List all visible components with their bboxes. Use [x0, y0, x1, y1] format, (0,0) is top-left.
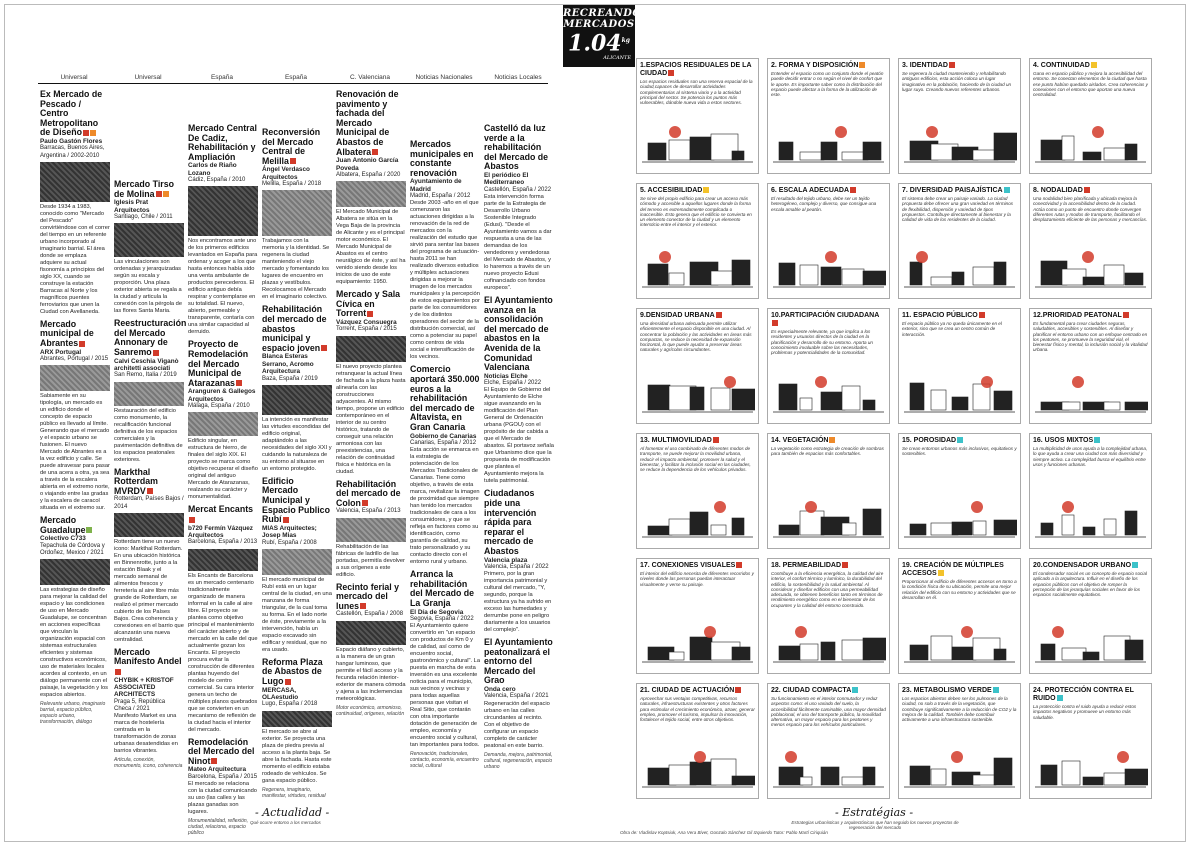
strategy-desc: Se crean entornos urbanos más inclusivos, equitativos y sostenibles.: [902, 446, 1017, 457]
strategy-title: 24. PROTECCIÓN CONTRA EL RUIDO: [1033, 687, 1134, 702]
article-title: El Ayuntamiento avanza en la consolidación del mercado de abastos en la Avenida de la Comunidad Valenciana: [484, 294, 553, 373]
strategy-card: [636, 58, 759, 174]
article-title: Edificio Mercado Municipal y Espacio Publico Rubí: [262, 475, 330, 525]
strategy-diagram: [640, 235, 755, 295]
article-author: Onda cero: [484, 686, 516, 694]
article-author: MERCASA, OLAestudio: [262, 686, 299, 701]
strategy-card: [1029, 558, 1152, 674]
article-photo: [262, 549, 332, 575]
article-author: Paulo Gastón Flores: [40, 137, 103, 145]
strategy-color-tag: [938, 570, 944, 576]
article-desc: El nuevo proyecto plantea retranquear la actual línea de fachada a la plaza hasta alinearla con las construcciones adyacentes. Al mismo tiempo, propone un edificio contemporáneo en el interior de su centro histórico, tratando de conseguir una relación armoniosa con las preexistencias, una relación de continuidad física e histórica en la ciudad.: [336, 363, 406, 475]
article-desc: El mercado se relaciona con la ciudad comunicando su uso (las calles y las plazas ganadas son lugares.: [188, 780, 257, 815]
logo-line2: MERCADOS: [563, 19, 635, 30]
strategy-desc: Al fomentar el uso combinado de diferentes modos de transporte, se puede mejorar la movilidad urbana, reducir el impacto ambiental, promover la salud y el bienestar, y facilitar la inclusión social en las ciudades, se reduce la dependencia de los vehículos privados.: [640, 446, 751, 473]
strategy-title: 21. CIUDAD DE ACTUACIÓN: [640, 687, 755, 695]
column-universal-2: [114, 179, 187, 770]
strategy-color-tag: [957, 437, 963, 443]
strategy-diagram: [902, 110, 1017, 170]
article-title: Mercat Encants: [188, 505, 258, 524]
article-place: Baza, España / 2019: [262, 375, 318, 382]
strategy-title: 1.ESPACIOS RESIDUALES DE LA CIUDAD: [640, 62, 752, 77]
article-place: Madrid, España / 2012: [410, 193, 471, 200]
strategy-title: 12.PRIORIDAD PEATONAL: [1033, 312, 1148, 320]
strategy-card: [898, 183, 1021, 299]
strategy-color-tag: [1091, 62, 1097, 68]
article-title: Mercado Guadalupe: [40, 516, 110, 535]
strategy-desc: Proporcionar al edificio de diferentes accesos en torno a la condición física de su ubicación, permite una mejor relación del edificio con su entorno y actividades que se desarrollan en él.: [902, 579, 1017, 600]
article-author: b720 Fermín Vázquez Arquitectos: [188, 524, 253, 539]
article-photo: [114, 223, 184, 257]
article-author: Juan Antonio García Poveda: [336, 157, 399, 172]
article-author: El Día de Segovia: [410, 608, 464, 616]
strategy-card: [767, 308, 890, 424]
strategy-card: [636, 308, 759, 424]
article-author: Ángel Verdasco Arquitectos: [262, 166, 310, 181]
strategy-card: [1029, 308, 1152, 424]
article-title: Markthal Rotterdam MVRDV: [114, 466, 158, 496]
article-desc: Regeneración del espacio urbano en las calles circundantes al recinto. Con el objetivo de configurar un espacio completo de carácter peatonal en este barrio.: [484, 700, 550, 749]
article-photo: [188, 549, 258, 571]
article-desc: Manifesto Market es una marca de hostelería centrada en la transformación de zonas urbanas desatendidas en barrios vibrantes.: [114, 713, 178, 755]
article-photo: [336, 518, 406, 542]
strategy-diagram: [640, 735, 755, 795]
article-desc: Esta acción se enmarca en la estrategia de potenciación de los Mercados Tradicionales de Canarias. Tiene como objetivo, a través de esta marca, revitalizar la imagen de proximidad que siempre han tenido los mercados tradicionales de cara a los consumidores, y que se refleja en factores como su identificación, como garantía de calidad, su trato personalizado y su contacto directo con el entorno rural y urbano.: [410, 447, 480, 566]
article-photo: [262, 711, 332, 727]
strategy-diagram: [771, 360, 886, 420]
strategy-title: 7. DIVERSIDAD PAISAJÍSTICA: [902, 187, 1017, 195]
strategy-desc: Aprovechar sus ventajas competitivas, recursos naturales, infraestructuras existentes y otros factores para estimular el crecimiento económico, atraer, generar empleo, promover el turismo, impulsar la innovación, fortalecer el tejido social, entre otros objetivos.: [640, 696, 755, 723]
article-author: Mateo Arquitectura: [188, 766, 246, 774]
article-place: Torrent, España / 2015: [336, 326, 397, 333]
strategy-desc: Entender el espacio como un conjunto donde el peatón puede decidir entrar o no según el nivel de confort que le aporte. Es importante saber como la distribución del espacio puede afectar a la forma de la utilización de este.: [771, 71, 884, 98]
article-photo: [40, 365, 110, 391]
article-place: Valencia, España / 2022: [484, 563, 549, 570]
article-place: Valencia, España / 2013: [336, 508, 401, 515]
strategy-color-tag: [703, 187, 709, 193]
header-espana-2: España: [284, 74, 308, 81]
strategy-color-tag: [1057, 695, 1063, 701]
article-place: Barcelona, España / 2013: [188, 539, 258, 546]
article-author: El periódico El Mediterraneo: [484, 171, 529, 187]
article-desc: El mercado se abre al exterior. Se proyecta una plaza de piedra previa al acceso a la planta baja. Se abre la fachada. Hasta este momento el edificio estaba rodeado de vehículos. Se gana espacio público.: [262, 728, 332, 784]
strategy-color-tag: [1004, 187, 1010, 193]
column-cvalenciana: [336, 90, 406, 717]
estrategias-subtitle: Estrategias urbanísticas y arquitectónicas que han seguido los nuevos proyectos de regeneración del mercado: [791, 820, 959, 830]
article-desc: Rehabilitación de las fábricas de ladrillo de las portadas, permitía devolver a sus orígenes a este edificio.: [336, 543, 405, 578]
article-title: Mercado Manifesto Andel: [114, 648, 184, 677]
strategy-diagram: [1033, 735, 1148, 795]
strategy-color-tag: [993, 687, 999, 693]
article-place: Castellón, España / 2008: [336, 611, 404, 618]
article-desc: Sabiamente en su tipología, un mercado es un edificio donde el concepto de espacio público es llevado al límite. Generando que el mercado y el espacio urbano se fusionen. El nuevo Mercado de Abrantes es a la vez edificio y calle. Se puede atravesar para pasar de una acera a otra, ya sea a través de la escalera abierta en el extremo norte, o viajando entre las gradas y la escalera de caracol situada en el extremo sur.: [40, 393, 110, 512]
strategy-title: 4. CONTINUIDAD: [1033, 62, 1148, 70]
strategy-desc: Es fundamental para crear ciudades seguras, saludables, accesibles y sostenibles. Al diseñar y planificar el entorno urbano con un enfoque centrado en los peatones, se promueve la seguridad vial, el bienestar físico y mental, la inclusión social y la vitalidad urbana.: [1033, 321, 1148, 353]
article-desc: Rotterdam tiene un nuevo icono: Markthal Rotterdam. En una ubicación histórica en Binnenrotte, junto a la estación Blaak y el mercado semanal de alimentos frescos y ferretería al aire libre más grande de Rotterdam, se realizó el primer mercado cubierto de los Países Bajos. Crea coherencia y conexiones en el barrio que alcanzarán una nueva centralidad.: [114, 538, 184, 643]
strategy-title: 20.CONDENSADOR URBANO: [1033, 562, 1148, 570]
strategy-color-tag: [1084, 187, 1090, 193]
strategy-color-tag: [842, 562, 848, 568]
article-title: Proyecto de Remodelación del Mercado Municipal de Atarazanas: [188, 339, 249, 388]
strategy-diagram: [902, 235, 1017, 295]
strategy-diagram: [1033, 485, 1148, 545]
strategy-desc: La multiplicidad de usos ayuda a la complejidad urbana, lo que ayuda a crear una ciudad con más diversidad y siempre activa. La complejidad busca el equilibrio entre usos y funciones urbanas.: [1033, 446, 1148, 467]
strategy-card: [636, 433, 759, 549]
article-title: Reconversión del Mercado Central de Melilla: [262, 127, 321, 166]
strategy-card: [898, 558, 1021, 674]
article-place: Barracas, Buenos Aires, Argentina / 2002-2010: [40, 145, 105, 159]
article-photo: [188, 186, 258, 236]
strategy-diagram: [902, 735, 1017, 795]
header-cvalenciana: C. Valenciana: [350, 74, 390, 81]
article-place: Lugo, España / 2018: [262, 701, 318, 708]
header-rule: [38, 83, 548, 84]
strategy-title: 3. IDENTIDAD: [902, 62, 1017, 70]
strategy-title: 9.DENSIDAD URBANA: [640, 312, 755, 320]
article-author: Noticias Elche: [484, 372, 528, 380]
article-place: Segovia, España / 2022: [410, 615, 474, 622]
article-author: MIAS Arquitectes; Josep Mias: [262, 524, 317, 540]
article-place: Barcelona, España / 2015: [188, 773, 258, 780]
article-photo: [40, 162, 110, 202]
header-noticias-nacionales: Noticias Nacionales: [415, 74, 473, 81]
strategy-title: 22. CIUDAD COMPACTA: [771, 687, 886, 695]
strategy-desc: El espacio público ya no queda únicamente en el exterior, sino que se crea un centro común de interacción.: [902, 321, 1002, 337]
strategy-title: 16. USOS MIXTOS: [1033, 437, 1148, 445]
strategy-card: [1029, 433, 1152, 549]
strategy-desc: Se regenera la ciudad manteniendo y rehabilitando antiguos edificios, esta acción coloca un lugar imaginativo en la población, haciendo de la ciudad un lugar suyo. Creando nuevos referentes urbanos.: [902, 71, 1012, 92]
strategy-card: [898, 308, 1021, 424]
actualidad-subtitle: Qué ocurre entorno a los mercados: [250, 820, 321, 825]
strategy-card: [1029, 183, 1152, 299]
strategy-color-tag: [852, 687, 858, 693]
strategy-color-tag: [859, 62, 865, 68]
article-title: Ciudadanos pide una intervención rápida para reparar el mercado de Abastos: [484, 488, 537, 556]
article-keywords: Monumentalidad, reflexión, ciudad, relaciona, espacio público: [188, 817, 249, 836]
article-desc: Els Encants de Barcelona es un mercado centenario tradicionalmente organizado de manera informal en la calle al aire libre. El proyecto se plantea como objetivo principal el mantenimiento del carácter abierto y de mercado en la calle del que actualmente gozan los Encants. El proyecto procura evitar la construcción de diferentes plantas huyendo del modelo de centro comercial. Su cara interior genera un techo de múltiples planos quebrados que se convierten en un mecanismo de reflexión de la ciudad hacia el interior del mercado.: [188, 572, 258, 733]
article-desc: El Ayuntamiento quiere convertirlo en "un espacio con productos de Km 0 y de calidad, así como de encuentro social, gastronómico y cultural". La puesta en marcha de esta inversión es una excelente noticia para el municipio, sus vecinos y vecinas y para todas aquellas personas que visitan el Real Sitio, que contarán con otra importante dotación de generación de empleo, economía y encuentro social y cultural, tan importantes para todos.: [410, 623, 480, 749]
article-author: Gobierno de Canarias: [410, 432, 477, 440]
strategy-title: 6. ESCALA ADECUADA: [771, 187, 886, 195]
strategy-card: [767, 58, 890, 174]
article-photo: [188, 412, 258, 436]
column-espana-2: [262, 128, 332, 799]
strategy-desc: El sistema debe crear un paisaje variado. La ciudad propuesta debe ofrecer una gran variedad en términos de flexibilidad, dispersión y variedad de tipos propuestos. Contribuye directamente al bienestar y la calidad de vida de los residentes de la ciudad.: [902, 196, 1014, 223]
strategy-diagram: [771, 235, 886, 295]
strategy-card: [1029, 683, 1152, 799]
article-author: Vázquez Consuegra: [336, 318, 397, 326]
strategy-card: [636, 683, 759, 799]
strategy-desc: Los espacios abiertos deben ser los pulmones de la ciudad, no solo a través de la vegetación, que contribuye significativamente a la reducción de CO2 y la mejora de la calidad. También debe contribuir activamente a una infraestructura sostenible.: [902, 696, 1017, 723]
strategy-color-tag: [772, 320, 778, 326]
strategy-diagram: [902, 485, 1017, 545]
article-place: Tepachula de Córdova y Ordoñez, Mexico / 2021: [40, 542, 105, 556]
article-author: Blanca Esteras Serrano, Acromo Arquitectura: [262, 353, 314, 376]
article-desc: Las vinculaciones son ordenadas y jerarquizadas según su escala y proporción. Una plaza exterior abierta se regala a la ciudad y articula la conexión con la pérgola de las flores Santa Maria.: [114, 259, 182, 315]
strategy-desc: Es especialmente relevante, ya que implica a los residentes y usuarios directos de la ciudad en la planificación y desarrollo de su entorno. Aporta un conocimiento invaluable sobre las necesidades, problemas y potencialidades de la comunidad.: [771, 329, 873, 356]
article-author: Valencia plaza: [484, 556, 528, 564]
column-universal-1: [40, 90, 110, 725]
article-title: Castelló da luz verde a la rehabilitación del Mercado de Abastos: [484, 123, 549, 172]
strategy-color-tag: [735, 687, 741, 693]
strategy-desc: Una densidad urbana adecuada permite utilizar eficientemente el espacio disponible en una ciudad. Al concentrar la población y las actividades en áreas más compactas, se reduce la necesidad de expansión horizontal, lo que puede ayudar a preservar áreas naturales y agrícolas circundantes.: [640, 321, 752, 353]
article-desc: Espacio diáfano y cubierto, a la manera de un gran hangar luminoso, que permite el fácil acceso y la fecunda relación interior-exterior de manera cómoda y ajena a las inclemencias meteorológicas.: [336, 646, 406, 702]
strategy-diagram: [640, 610, 755, 670]
article-author: Aranguren & Gallegos Arquitectos: [188, 388, 256, 403]
article-author: Carlos de Riaño Lozano: [188, 162, 237, 177]
article-place: Castellón, España / 2022: [484, 186, 552, 193]
strategy-color-tag: [1132, 562, 1138, 568]
strategy-diagram: [902, 610, 1017, 670]
strategy-diagram: [1033, 360, 1148, 420]
article-desc: Edificio singular, en estructura de hierro, de finales del siglo XIX. El proyecto se marca como objetivo recuperar el diseño original del antiguo Mercado de Atarazanas, realzando su carácter y monumentalidad.: [188, 438, 258, 501]
article-photo: [336, 336, 406, 362]
article-place: Málaga, España / 2010: [188, 403, 250, 410]
strategy-card: [898, 58, 1021, 174]
article-place: Valencia, España / 2021: [484, 693, 549, 700]
article-place: Melilla, España / 2018: [262, 181, 322, 188]
strategy-diagram: [902, 360, 1017, 420]
article-desc: Nos encontramos ante uno de los primeros edificios levantados en España para ordenar y acoger a los que hasta entonces había sido una venta ambulante de productos perecederos. El edificio antiguo debía respirar y contemplarse en su totalidad. El nuevo, abierto, permeable y transparente, contaría con una similar capacidad al derruido.: [188, 238, 258, 336]
strategy-diagram: [1033, 610, 1148, 670]
strategy-desc: Contribuye a la eficiencia energética, la calidad del aire interior, el confort térmico y lumínico, la durabilidad del edificio, la sostenibilidad y la salud ambiental. Al considerar y diseñar edificios con una permeabilidad adecuada, se obtienen beneficios tanto en términos de rendimiento energético como en el bienestar de los ocupantes y la calidad del entorno construido.: [771, 571, 884, 608]
strategy-desc: Su funcionamiento en el interior conmutador y reduz aspectos como: el uso variado del suelo, la accesibilidad fácilmente caminable, una mayor densidad poblacional, el uso del transporte público, la movilidad alternativa, un mayor espacio para los peatones y menos espacio para los vehículos particulares.: [771, 696, 886, 728]
article-title: Mercado y Sala Cívica en Torrent: [336, 289, 401, 319]
strategy-title: 23. METABOLISMO VERDE: [902, 687, 1017, 695]
strategy-color-tag: [668, 70, 674, 76]
strategy-title: 18. PERMEABILIDAD: [771, 562, 886, 570]
strategy-desc: Una nodalidad bien planificada y ubicada mejora la conectividad y la accesibilidad dentro de la ciudad. Actúa como un punto de encuentro donde convergen diferentes rutas y modos de transporte, facilitando el desplazamiento eficiente de las personas y mercancías.: [1033, 196, 1148, 223]
actualidad-title: - Actualidad -: [255, 806, 330, 819]
strategy-desc: El resultado del tejido urbano, debe ser un tejido heterogéneo, complejo y diverso, que consigue una escala amable al peatón.: [771, 196, 877, 212]
article-title: Reforma Plaza de Abastos de Lugo: [262, 656, 323, 686]
credits: Obra de: Vladislav Koptsiuk, Ana Vera Bivet, Gonzalo Sánchez Gil Izquierdo Tutor: Pablo Martí Ciriquián: [620, 830, 828, 835]
article-keywords: Demanda, mejora, patrimonial, cultural, regeneración, espacio urbano: [484, 751, 553, 770]
strategy-desc: La vegetación como estrategia de creación de sombras para también de espacios más confortables.: [771, 446, 884, 457]
article-title: Arranca la rehabilitación del Mercado de La Granja: [410, 569, 475, 608]
article-photo: [336, 621, 406, 645]
strategy-diagram: [640, 485, 755, 545]
strategy-title: 17. CONEXIONES VISUALES: [640, 562, 755, 570]
logo-line1: RECREANDO: [563, 8, 642, 19]
header-universal-1: Universal: [60, 74, 88, 81]
article-place: Rotterdam, Países Bajos / 2014: [114, 496, 184, 510]
strategy-card: [767, 558, 890, 674]
article-keywords: Articula, conexión, monumento, icono, coherencia: [114, 757, 183, 770]
article-keywords: Relevante urbano, imaginario barrial, espacio público, espacio urbano, transformación, diálogo: [40, 701, 106, 726]
article-place: Cádiz, España / 2010: [188, 177, 246, 184]
article-desc: Restauración del edificio como monumento, la recalificación funcional definitiva de los espacios comerciales y la pavimentación definitiva de los espacios peatonales exteriores.: [114, 407, 183, 463]
article-title: Recinto ferial y mercado del lunes: [336, 581, 400, 611]
article-desc: La intención es manifestar las virtudes escondidas del edificio original, adaptándolo a las necesidades del siglo XXI y cuidando la naturaleza de su entorno al situarse en un entorno protegido.: [262, 416, 332, 472]
article-photo: [336, 181, 406, 207]
strategy-diagram: [771, 110, 886, 170]
article-place: Santiago, Chile / 2011: [114, 214, 173, 220]
strategy-card: [636, 558, 759, 674]
strategy-card: [898, 683, 1021, 799]
strategy-diagram: [771, 485, 886, 545]
estrategias-title: - Estratégias -: [835, 806, 914, 819]
strategy-color-tag: [949, 62, 955, 68]
strategy-card: [1029, 58, 1152, 174]
article-place: Albatera, España / 2020: [336, 171, 401, 178]
article-place: Elche, España / 2022: [484, 380, 542, 387]
strategy-card: [898, 433, 1021, 549]
logo: [563, 5, 642, 67]
strategy-color-tag: [716, 312, 722, 318]
article-photo: [114, 382, 184, 406]
article-author: CHYBIK + KRISTOF ASSOCIATED ARCHITECTS: [114, 676, 174, 699]
article-title: Renovación de pavimento y fachada del Mercado Municipal de Abastos de Albatera: [336, 89, 399, 157]
article-desc: El Equipo de Gobierno del Ayuntamiento de Elche sigue avanzando en la modificación del Plan General de Ordenación urbana (PGOU) con el propósito de dar cabida a que el Mercado de abastos. Él portavoz señala que Urbanismo dice que la propuesta de modificación que plantea el Ayuntamiento mejora la tutela patrimonial.: [484, 387, 554, 485]
article-desc: El Mercado Municipal de Albatera se sitúa en la Vega Baja de la provincia de Alicante y es el principal motor económico. El Mercado Municipal de Abastos es el centro neurálgico de éste, y así ha venido siendo desde los inicios de uso de este equipamiento: 1950.: [336, 209, 406, 286]
strategy-desc: Los espacios residuales son una reserva espacial de la ciudad,capaces de desarrollar actividades complementarias al sistema viario y a la actividad principal del sector. Se potencia los puntos más vulnerables, dándole nueva vida a estos sectores.: [640, 79, 753, 106]
strategy-title: 10.PARTICIPACIÓN CIUDADANA: [771, 312, 886, 328]
article-author: Iglesis Prat Arquitectos: [114, 199, 150, 214]
article-author: Calvi Ceschia Viganò architetti associati: [114, 357, 179, 372]
article-desc: Las estrategias de diseño para mejorar la calidad del espacio y las condiciones de uso en Mercado Guadalupe, se concentran en acciones específicas que vinculan la organización espacial con sistemas estructurales eficientes y sistemas constructivos económicos, uso de materiales locales acordes al contexto, en un diálogo permanente con el paisaje, la vegetación y los espacios abiertos.: [40, 587, 108, 699]
article-author: ARX Portugal: [40, 348, 82, 356]
article-desc: Desde 2003 -año en el que comenzaron las actuaciones dirigidas a la renovación de la red de mercados con la realización del estudio que sirvió para sentar las bases del programa de actuación- hasta 2011 se han realizado diversos estudios y múltiples actuaciones dirigidas a mejorar la imagen de los mercados municipales y la percepción de estos equipamientos por parte de los consumidores y de los distintos operadores del sector de la distribución comercial, así como a potenciar su papel como centros de vida social e intensificación de los vecinos.: [410, 200, 480, 361]
strategy-title: 14. VEGETACIÓN: [771, 437, 886, 445]
header-universal-2: Universal: [134, 74, 162, 81]
article-title: Rehabilitación del mercado de abastos municipal y espacio joven: [262, 304, 327, 353]
strategy-diagram: [640, 110, 755, 170]
strategy-desc: El condensador social es un concepto de espacio social aplicado a la arquitectura. Influir en el diseño de los espacios públicos con el objetivo de romper la percepción de las jerarquías sociales en favor de los espacios socialmente equitativos.: [1033, 571, 1147, 598]
article-title: El Ayuntamiento peatonalizará el entorno del Mercado del Grao: [484, 637, 553, 686]
strategy-title: 2. FORMA Y DISPOSICIÓN: [771, 62, 886, 70]
strategy-diagram: [771, 735, 886, 795]
strategy-title: 13. MULTIMOVILIDAD: [640, 437, 755, 445]
strategy-diagram: [640, 360, 755, 420]
article-title: Rehabilitación del mercado de Colon: [336, 478, 401, 508]
article-keywords: Renovación, tradicionales, contacto, economía, encuentro social, cultural: [410, 751, 479, 770]
article-photo: [114, 513, 184, 537]
strategy-color-tag: [829, 437, 835, 443]
article-author: Ayuntamiento de Madrid: [410, 178, 462, 193]
strategy-diagram: [1033, 110, 1148, 170]
logo-number: $1.04^{kg}$: [568, 30, 630, 57]
strategy-desc: Gana en espacio público y mejora la accesibilidad del entorno. Se conectan elementos de la ciudad que hasta ese punto habían quedado aislados. Crea coherencias y conexiones con el entorno que aportan una nueva centralidad.: [1033, 71, 1148, 98]
article-title: Remodelación del Mercado del Ninot: [188, 736, 255, 766]
article-title: Mercado Central De Cadiz, Rehabilitación y Ampliación: [188, 123, 257, 162]
article-photo: [262, 385, 332, 415]
strategy-card: [636, 183, 759, 299]
article-title: Mercados municipales en constante renovación: [410, 139, 474, 178]
article-title: Reestructuración del Mercado Annonary de Sanremo: [114, 318, 187, 357]
strategy-diagram: [1033, 235, 1148, 295]
strategy-color-tag: [979, 312, 985, 318]
article-photo: [262, 190, 332, 236]
strategy-color-tag: [850, 187, 856, 193]
strategy-title: 8. NODALIDAD: [1033, 187, 1148, 195]
article-desc: El mercado municipal de Rubí está en un lugar central de la ciudad, en una manzana de forma triangular, de la cual toma su forma. En el lado norte de éste, previamente a la intervención, había un espacio excavado sin edificar y residual, que no era usado.: [262, 576, 332, 653]
logo-brand: ALICANTE: [603, 55, 631, 62]
strategy-color-tag: [1123, 312, 1129, 318]
article-desc: Trabajamos con la memoria y la identidad. Se regenera la ciudad manteniendo el viejo mercado y fomentando los lugares de encuentro en plazas y vestíbulos. Recolocamos el Mercado en el imaginario colectivo.: [262, 238, 330, 301]
article-place: Abrantes, Portugal / 2015: [40, 355, 109, 362]
strategy-title: 5. ACCESIBILIDAD: [640, 187, 755, 195]
header-noticias-locales: Noticias Locales: [494, 74, 542, 81]
strategy-desc: La protección contra el ruido ayuda a reducir estos impactos negativos y promueve un entorno más saludable.: [1033, 704, 1137, 720]
strategy-title: 15. POROSIDAD: [902, 437, 1017, 445]
article-desc: Desde 1934 a 1983, conocido como "Mercado del Pescado" convirtiéndose con el correr del tiempo en un referente urbano incorporado al imaginario barrial. El área donde se emplaza adquiere su actual fisonomía a principios del siglo XX, cuando se construye la estación Barracas al Norte y los magníficos puentes ferroviarios que unen la Ciudad con Avellaneda.: [40, 203, 110, 315]
column-noticias-nacionales: [410, 140, 480, 769]
article-title: Ex Mercado de Pescado / Centro Metropolitano de Diseño: [40, 89, 103, 138]
strategy-diagram: [771, 610, 886, 670]
article-keywords: Motor económico, armonioso, continuidad, orígenes, relación: [336, 704, 405, 717]
strategy-title: 19. CREACIÓN DE MÚLTIPLES ACCESOS: [902, 562, 1004, 577]
strategy-desc: Se sirve del propio edificio para crear un acceso más cómodo y accesible a aquellos lugares donde la forma del terreno es extremadamente complicada o inaccesible. Esto genera que el edificio se convierta en un elemento conector de la ciudad y un elemento intersticio entre el interior y el exterior.: [640, 196, 752, 228]
strategy-color-tag: [713, 437, 719, 443]
column-espana-1: [188, 124, 258, 836]
article-place: Rubí, España / 2008: [262, 539, 317, 546]
article-photo: [40, 559, 110, 585]
article-desc: Primero, por la gran importancia patrimonial y cultural del mercado, "Y, segundo, porque la estructura ya ha sufrido en exceso las humedades y derrumbe pone en peligro diariamente a los usuarios del complejo".: [484, 571, 552, 634]
header-espana-1: España: [210, 74, 234, 81]
strategy-color-tag: [1094, 437, 1100, 443]
article-desc: Esta intervención forma parte de la Estrategia de Desarrollo Urbano Sostenible Integrado (Edusi). "Desde el Ayuntamiento vamos a dar respuesta a una de las demandas de los vendedores y vendedoras del Mercado de Abastos, y lo haremos a través de un nuevo proyecto Edusi cofinanciado con fondos europeos".: [484, 193, 552, 291]
article-keywords: Regenera, imaginario, manifestar, virtudes, residual: [262, 786, 326, 799]
article-author: Colectivo C733: [40, 535, 86, 543]
article-place: San Remo, Italia / 2019: [114, 372, 177, 379]
strategy-color-tag: [736, 562, 742, 568]
strategy-desc: El interior del edificio necesita de diferentes recorridos y niveles donde las personas puedan interactuar visualmente y verse su paisaje.: [640, 571, 754, 587]
article-title: Comercio aportará 350.000 euros a la rehabilitación del mercado de Altavista, en Gran Canaria: [410, 364, 480, 432]
article-place: Praga 5, República Checa / 2021: [114, 698, 166, 712]
strategy-title: 11. ESPACIO PÚBLICO: [902, 312, 1017, 320]
strategy-card: [767, 683, 890, 799]
article-title: Mercado municipal de Abrantes: [40, 318, 94, 348]
article-place: Canarias, España / 2012: [410, 439, 477, 446]
column-noticias-locales: [484, 124, 554, 770]
strategy-card: [767, 433, 890, 549]
strategy-card: [767, 183, 890, 299]
article-title: Mercado Tirso de Molina: [114, 179, 174, 199]
